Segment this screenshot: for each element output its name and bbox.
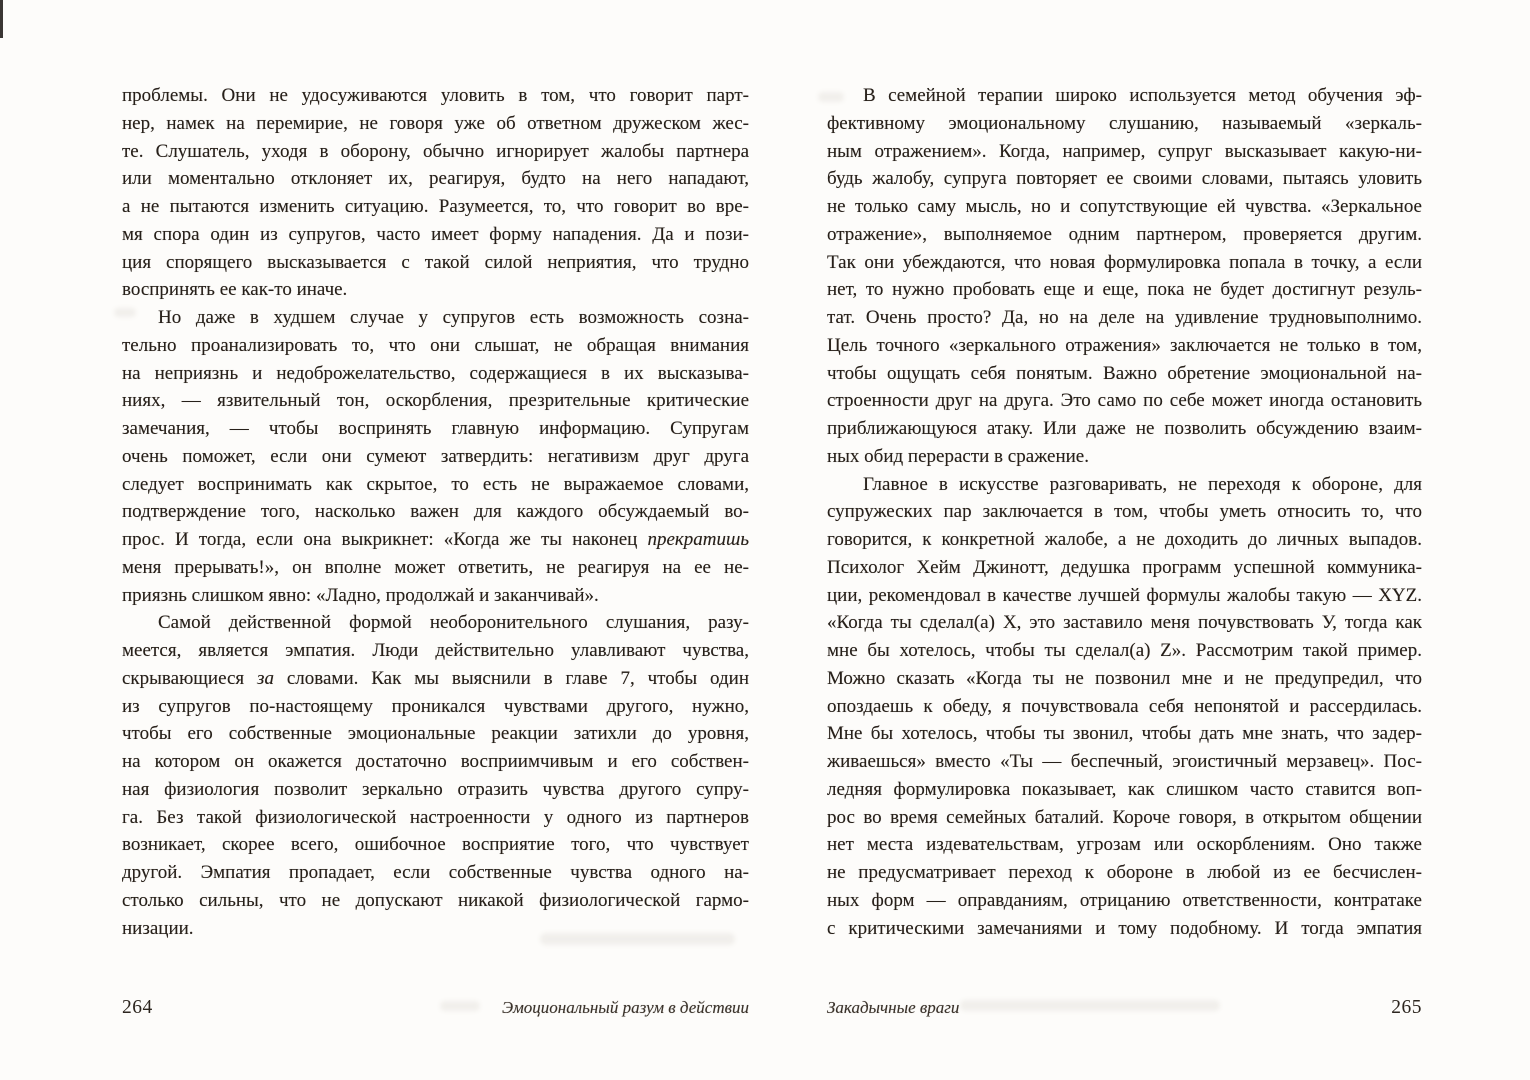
text-line: следует воспринимать как скрытое, то есть не выражаемое словами, [122, 473, 749, 495]
text-line: прос. И тогда, если она выкрикнет: «Когда же ты наконец прекратишь [122, 529, 749, 550]
text-line: с критическими замечаниями и тому подобному. И тогда эмпатия [827, 917, 1422, 939]
text-line: фективному эмоциональному слушанию, называемый «зеркаль- [827, 112, 1422, 134]
text-line: меется, является эмпатия. Люди действительно улавливают чувства, [122, 640, 749, 661]
paragraph [122, 609, 749, 942]
text-line: строенности друг на друга. Это само по себе может иногда остановить [827, 390, 1422, 412]
bleedthrough-smudge [114, 308, 136, 317]
text-line: возникает, скорее всего, ошибочное восприятие того, что чувствует [122, 834, 749, 856]
right-running-title: Закадычные враги [827, 998, 960, 1017]
text-line: а не пытаются изменить ситуацию. Разумеется, то, что говорит во вре- [122, 196, 749, 217]
text-line: ная физиология позволит зеркально отразить чувства другого супру- [122, 778, 749, 800]
text-line: Цель точного «зеркального отражения» заключается не только в том, [827, 334, 1422, 356]
text-line: другой. Эмпатия пропадает, если собственные чувства одного на- [122, 862, 749, 883]
text-line: приязнь слишком явно: «Ладно, продолжай и заканчивай». [122, 584, 599, 606]
text-line: на котором он окажется достаточно восприимчивым и его собствен- [122, 751, 749, 772]
text-line: те. Слушатель, уходя в оборону, обычно игнорирует жалобы партнера [122, 140, 749, 162]
text-line: отражение», выполняемое одним партнером, проверяется другим. [827, 223, 1422, 245]
text-line: рос во время семейных баталий. Короче говоря, в открытом общении [827, 806, 1422, 828]
paragraph [827, 471, 1422, 943]
text-line: подтверждение того, насколько важен для каждого обсуждаемый во- [122, 501, 749, 523]
text-line: ным отражением». Когда, например, супруг высказывает какую-ни- [827, 140, 1422, 162]
text-line: «Когда ты сделал(а) X, это заставило меня почувствовать У, тогда как [827, 612, 1422, 634]
bleedthrough-smudge [818, 92, 844, 102]
paragraph [122, 82, 749, 304]
text-line: Самой действенной формой необоронительного слушания, разу- [158, 612, 749, 634]
text-line: или моментально отклоняет их, реагируя, будто на него нападают, [122, 168, 749, 190]
text-line: чтобы ощущать себя понятым. Важно обретение эмоциональной на- [827, 362, 1422, 384]
text-line: живаешься» вместо «Ты — беспечный, эгоистичный мерзавец». Пос- [827, 751, 1422, 772]
left-running-title: Эмоциональный разум в действии [502, 998, 749, 1017]
text-line: опоздаешь к обеду, я почувствовала себя непонятой и рассердилась. [827, 695, 1422, 717]
bleedthrough-smudge [540, 933, 735, 945]
left-page-number: 264 [122, 997, 153, 1018]
text-line: мя спора один из супругов, часто имеет форму нападения. Да и пози- [122, 223, 749, 245]
text-line: из супругов по-настоящему проникался чувствами другого, нужно, [122, 695, 749, 717]
text-line: приближающуюся атаку. Или даже не позволить обсуждению взаим- [827, 418, 1422, 439]
text-line: супружеских пар заключается в том, чтобы уметь относить то, что [827, 501, 1422, 523]
text-line: ных обид перерасти в сражение. [827, 445, 1089, 467]
text-line: низации. [122, 917, 194, 939]
left-page-footer [122, 997, 749, 1023]
left-page-body [122, 82, 749, 942]
text-line: чтобы его собственные эмоциональные реакции затихли до уровня, [122, 723, 749, 745]
text-line: нет места издевательствам, угрозам или оскорблениям. Оно также [827, 834, 1422, 856]
text-line: скрывающиеся за словами. Как мы выяснили в главе 7, чтобы один [122, 667, 749, 689]
text-line: на неприязнь и недоброжелательство, содержащиеся в их высказыва- [122, 362, 749, 384]
paragraph [122, 304, 749, 609]
text-line: нет, то нужно пробовать еще и еще, пока не будет достигнут резуль- [827, 279, 1422, 301]
text-line: будь жалобу, супруга повторяет ее своими словами, пытаясь уловить [827, 168, 1422, 190]
text-line: замечания, — чтобы воспринять главную информацию. Супругам [122, 418, 749, 439]
text-line: не только саму мысль, но и сопутствующие ей чувства. «Зеркальное [827, 196, 1422, 217]
text-line: говорится, к конкретной жалобе, а не доходить до личных выпадов. [827, 529, 1422, 550]
text-line: мне бы хотелось, чтобы ты сделал(а) Z». Рассмотрим такой пример. [827, 640, 1422, 661]
text-line: Главное в искусстве разговаривать, не переходя к обороне, для [863, 473, 1422, 495]
bleedthrough-smudge [960, 1000, 1220, 1011]
text-line: ледняя формулировка показывает, как слишком часто ставится воп- [827, 778, 1422, 800]
text-line: га. Без такой физиологической настроенности у одного из партнеров [122, 806, 749, 828]
text-line: столько сильны, что не допускают никакой физиологической гармо- [122, 889, 749, 911]
text-line: тат. Очень просто? Да, но на деле на удивление трудновыполнимо. [827, 307, 1422, 328]
right-page-number: 265 [1391, 997, 1422, 1018]
text-line: Можно сказать «Когда ты не позвонил мне и не предупредил, что [827, 667, 1422, 689]
text-line: нер, намек на перемирие, не говоря уже об ответном дружеском жес- [122, 112, 749, 134]
text-line: ция спорящего высказывается с такой силой неприятия, что трудно [122, 251, 749, 273]
text-line: воспринять ее как-то иначе. [122, 279, 348, 301]
text-line: проблемы. Они не удосуживаются уловить в том, что говорит парт- [122, 85, 749, 106]
text-line: не предусматривает переход к обороне в любой из ее бесчислен- [827, 862, 1422, 883]
scan-edge-artifact [0, 0, 3, 38]
text-line: Психолог Хейм Джинотт, дедушка программ успешной коммуника- [827, 556, 1422, 578]
text-line: Так они убеждаются, что новая формулировка попала в точку, а если [827, 251, 1422, 273]
text-line: ниях, — язвительный тон, оскорбления, презрительные критические [122, 390, 749, 412]
text-line: Но даже в худшем случае у супругов есть возможность созна- [158, 307, 749, 328]
text-line: очень поможет, если они сумеют затвердить: негативизм друг друга [122, 445, 749, 467]
text-line: тельно проанализировать то, что они слышат, не обращая внимания [122, 334, 749, 356]
paragraph [827, 82, 1422, 471]
bleedthrough-smudge [440, 1001, 480, 1011]
text-line: В семейной терапии широко используется метод обучения эф- [863, 85, 1422, 106]
right-page-body [827, 82, 1422, 942]
text-line: Мне бы хотелось, чтобы ты звонил, чтобы дать мне знать, что задер- [827, 723, 1422, 745]
text-line: ных форм — оправданиям, отрицанию ответственности, контратаке [827, 889, 1422, 911]
text-line: ции, рекомендовал в качестве лучшей формулы жалобы такую — XYZ. [827, 584, 1422, 606]
text-line: меня прерывать!», он вполне может ответить, не реагируя на ее не- [122, 556, 749, 578]
